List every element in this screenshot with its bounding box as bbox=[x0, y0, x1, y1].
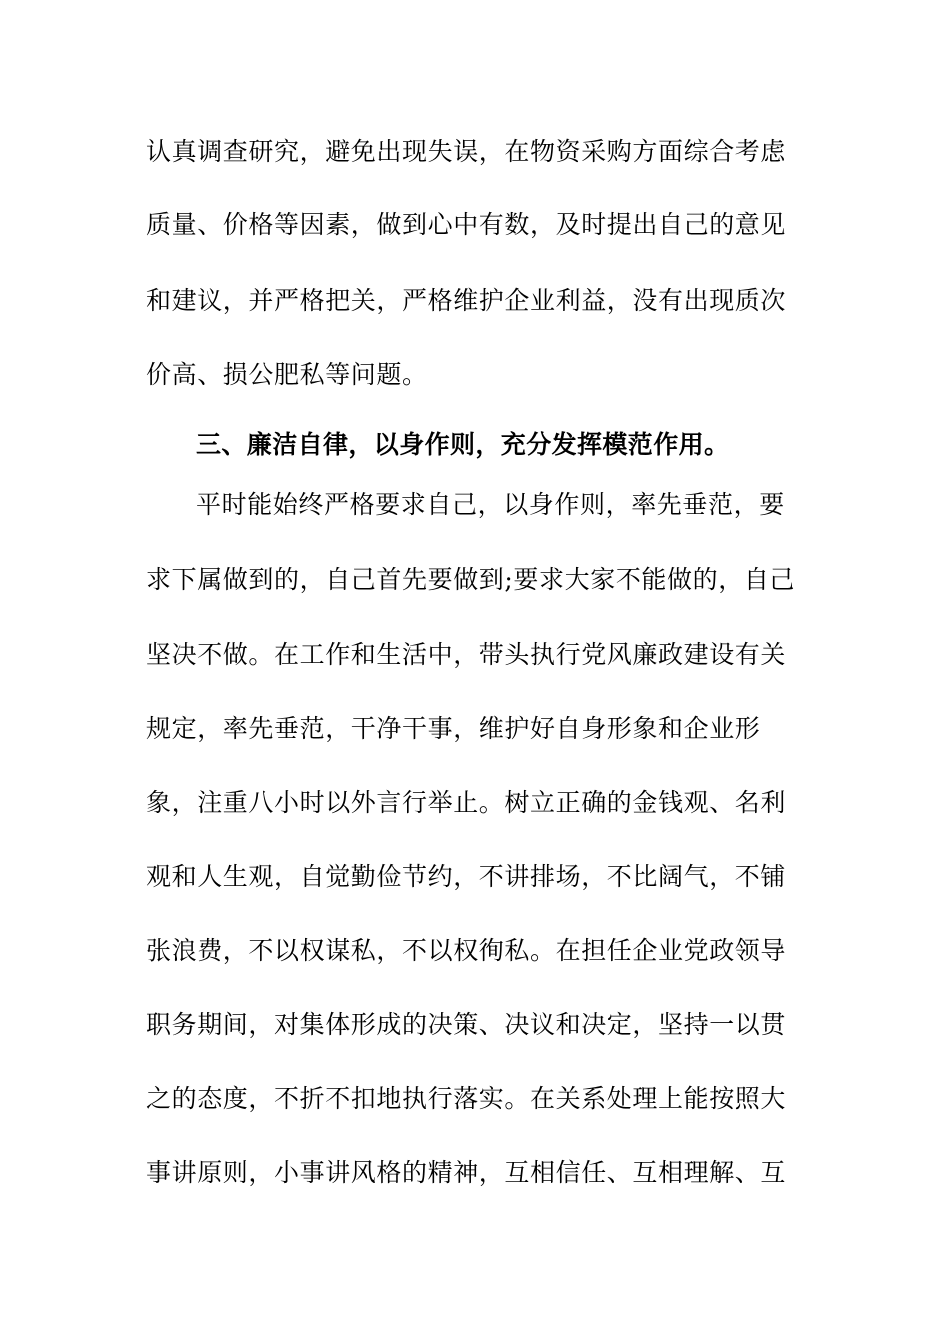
paragraph-line: 价高、损公肥私等问题。 bbox=[146, 360, 428, 389]
paragraph-line: 张浪费，不以权谋私，不以权徇私。在担任企业党政领导 bbox=[146, 936, 787, 965]
paragraph-line: 职务期间，对集体形成的决策、决议和决定，坚持一以贯 bbox=[146, 1010, 787, 1039]
paragraph-line: 求下属做到的，自己首先要做到;要求大家不能做的，自己 bbox=[146, 565, 796, 594]
paragraph-line: 质量、价格等因素，做到心中有数，及时提出自己的意见 bbox=[146, 210, 787, 239]
paragraph-line: 平时能始终严格要求自己，以身作则，率先垂范，要 bbox=[196, 490, 785, 519]
section-heading: 三、廉洁自律，以身作则，充分发挥模范作用。 bbox=[196, 430, 730, 459]
paragraph-line: 象，注重八小时以外言行举止。树立正确的金钱观、名利 bbox=[146, 788, 787, 817]
paragraph-line: 之的态度，不折不扣地执行落实。在关系处理上能按照大 bbox=[146, 1084, 787, 1113]
paragraph-line: 事讲原则，小事讲风格的精神，互相信任、互相理解、互 bbox=[146, 1158, 787, 1187]
paragraph-line: 认真调查研究，避免出现失误，在物资采购方面综合考虑 bbox=[146, 137, 787, 166]
paragraph-line: 观和人生观，自觉勤俭节约，不讲排场，不比阔气，不铺 bbox=[146, 862, 787, 891]
paragraph-line: 规定，率先垂范，干净干事，维护好自身形象和企业形 bbox=[146, 714, 761, 743]
paragraph-line: 和建议，并严格把关，严格维护企业利益，没有出现质次 bbox=[146, 286, 787, 315]
paragraph-line: 坚决不做。在工作和生活中，带头执行党风廉政建设有关 bbox=[146, 640, 787, 669]
